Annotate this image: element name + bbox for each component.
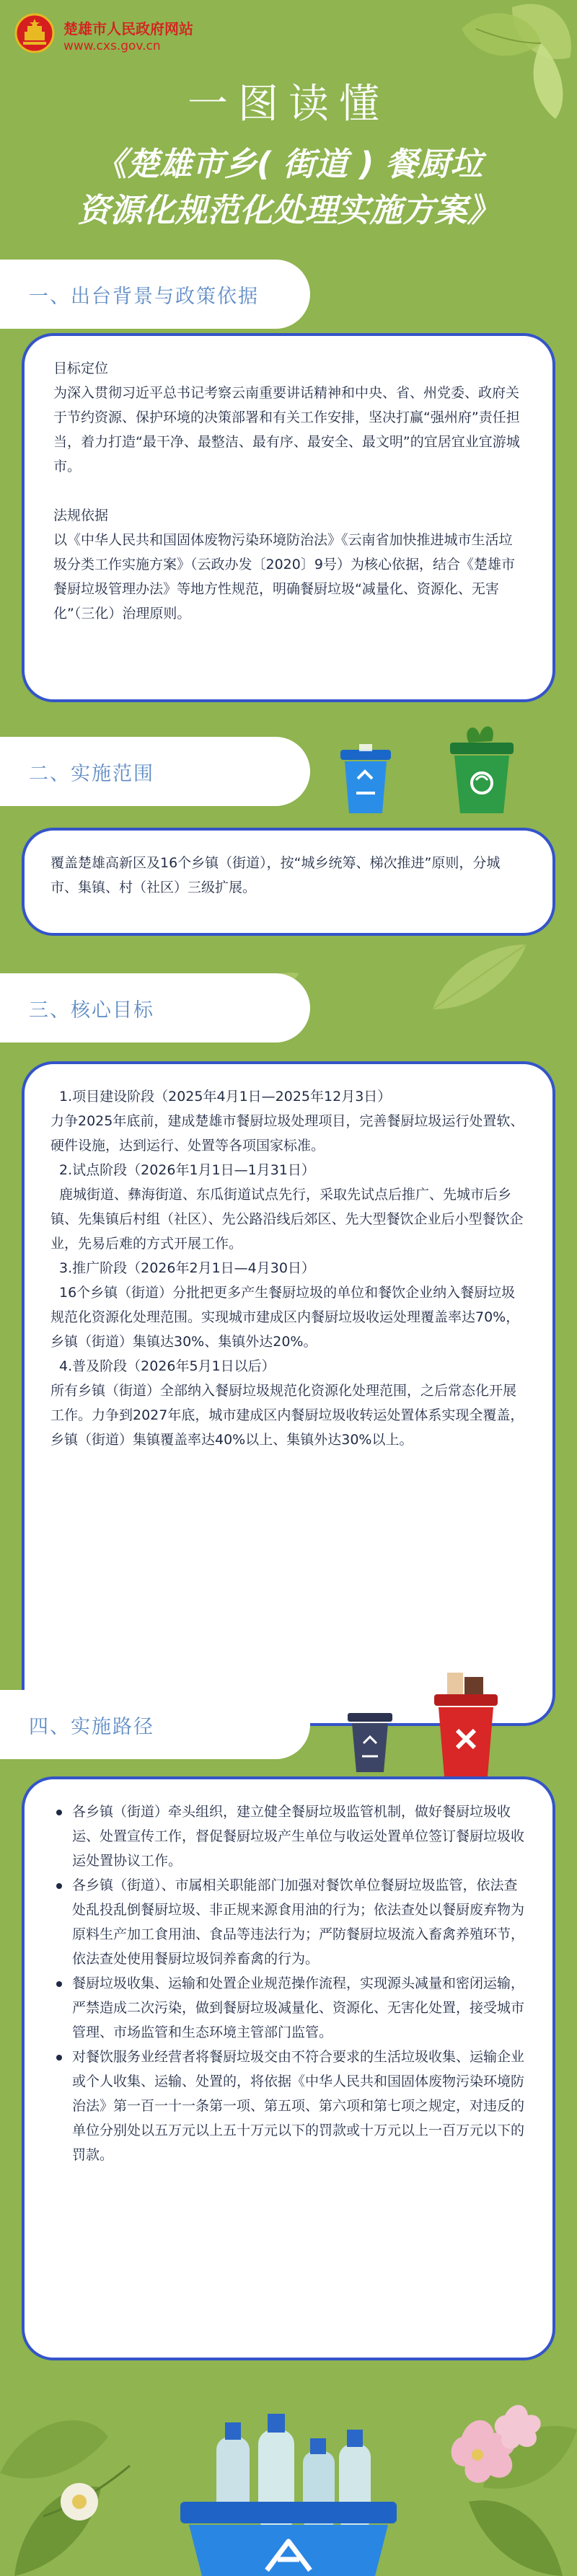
- path-list: [50, 1800, 527, 2167]
- site-url: www.cxs.gov.cn: [63, 39, 161, 53]
- title-small: 一图读懂: [188, 81, 389, 128]
- list-item: 各乡镇（街道）、市属相关职能部门加强对餐饮单位餐厨垃圾监管，依法查处乱投乱倒餐厨垃圾、非正规来源食用油的行为；依法查处以餐厨废弃物为原料生产加工食用油、食品等违法行为；严防餐厨垃圾流入畜禽养殖环节，依法查处使用餐厨垃圾饲养畜禽的行为。: [50, 1873, 527, 1971]
- section-heading-4: 四、实施路径: [0, 1690, 310, 1759]
- phase-3-text: 16个乡镇（街道）分批把更多产生餐厨垃圾的单位和餐饮企业纳入餐厨垃圾规范化资源化处理范围。实现城市建成区内餐厨垃圾收运处理覆盖率达70%，乡镇（街道）集镇达30%、集镇外达20%。: [50, 1285, 520, 1350]
- section-card-4: [22, 1776, 555, 2360]
- list-item: 对餐饮服务业经营者将餐厨垃圾交由不符合要求的生活垃圾收集、运输企业或个人收集、运输、处置的，将依据《中华人民共和国固体废物污染环境防治法》第一百一十一条第一项、第五项、第六项和第七项之规定，对违反的单位分别处以五万元以上五十万元以下的罚款或十万元以上一百万元以下的罚款。: [50, 2045, 527, 2167]
- section-heading-3: 三、核心目标: [0, 973, 310, 1043]
- scope-text: 覆盖楚雄高新区及16个乡镇（街道），按“城乡统筹、梯次推进”原则，分城市、集镇、村（社区）三级扩展。: [50, 855, 501, 895]
- section-card-1: [22, 333, 555, 702]
- site-name: 楚雄市人民政府网站: [63, 20, 193, 37]
- recycle-bin-icon: [346, 1709, 394, 1774]
- section-card-3: [22, 1061, 555, 1726]
- hazard-bin-icon: [431, 1670, 501, 1778]
- phase-1-text: 力争2025年底前，建成楚雄市餐厨垃圾处理项目，完善餐厨垃圾运行处置软、硬件设施，达到运行、处置等各项国家标准。: [50, 1113, 524, 1154]
- recycle-bin-icon: [338, 743, 394, 815]
- bottom-illustration: [0, 2285, 577, 2576]
- phase-2-title: 2.试点阶段（2026年1月1日—1月31日）: [59, 1162, 315, 1178]
- basis-text: 以《中华人民共和国固体废物污染环境防治法》《云南省加快推进城市生活垃圾分类工作实施方案》（云政办发〔2020〕9号）为核心依据，结合《楚雄市餐厨垃圾管理办法》等地方性规范，明确餐厨垃圾“减量化、资源化、无害化”（三化）治理原则。: [53, 532, 515, 621]
- goal-text: 为深入贯彻习近平总书记考察云南重要讲话精神和中央、省、州党委、政府关于节约资源、保护环境的决策部署和有关工作安排，坚决打赢“强州府”责任担当，着力打造“最干净、最整洁、最有序、最安全、最文明”的宜居宜业宜游城市。: [53, 385, 520, 474]
- section-card-2: [22, 828, 555, 936]
- section-heading-1: 一、出台背景与政策依据: [0, 260, 310, 329]
- phase-3-title: 3.推广阶段（2026年2月1日—4月30日）: [59, 1260, 315, 1276]
- phase-4-title: 4.普及阶段（2026年5月1日以后）: [59, 1358, 276, 1374]
- site-header: [0, 0, 577, 65]
- page-title: [22, 141, 555, 234]
- phase-2-text: 鹿城街道、彝海街道、东瓜街道试点先行，采取先试点后推广、先城市后乡镇、先集镇后村组（社区）、先公路沿线后郊区、先大型餐饮企业后小型餐饮企业，先易后难的方式开展工作。: [50, 1187, 524, 1252]
- label-basis: 法规依据: [53, 508, 109, 523]
- recycle-bin-icon: [180, 2502, 397, 2576]
- phase-1-title: 1.项目建设阶段（2025年4月1日—2025年12月3日）: [59, 1089, 392, 1105]
- title-line-1: 《楚雄市乡( 街道 ) 餐厨垃: [94, 145, 483, 183]
- phase-4-text: 所有乡镇（街道）全部纳入餐厨垃圾规范化资源化处理范围，之后常态化开展工作。力争到2027年底，城市建成区内餐厨垃圾收转运处置体系实现全覆盖，乡镇（街道）集镇覆盖率达40%以上、集镇外达30%以上。: [50, 1383, 524, 1448]
- section-heading-2: 二、实施范围: [0, 737, 310, 806]
- title-line-2: 资源化规范化处理实施方案》: [77, 191, 500, 229]
- list-item: 餐厨垃圾收集、运输和处置企业规范操作流程，实现源头减量和密闭运输，严禁造成二次污染，做到餐厨垃圾减量化、资源化、无害化处置，接受城市管理、市场监管和生态环境主管部门监管。: [50, 1971, 527, 2045]
- list-item: 各乡镇（街道）牵头组织，建立健全餐厨垃圾监管机制，做好餐厨垃圾收运、处置宣传工作，督促餐厨垃圾产生单位与收运处置单位签订餐厨垃圾收运处置协议工作。: [50, 1800, 527, 1873]
- label-goal: 目标定位: [53, 360, 109, 376]
- national-emblem-icon: [14, 13, 55, 53]
- flower-icon: [61, 2483, 98, 2520]
- leaf-icon: [418, 937, 534, 1024]
- kitchen-waste-bin-icon: [447, 721, 516, 815]
